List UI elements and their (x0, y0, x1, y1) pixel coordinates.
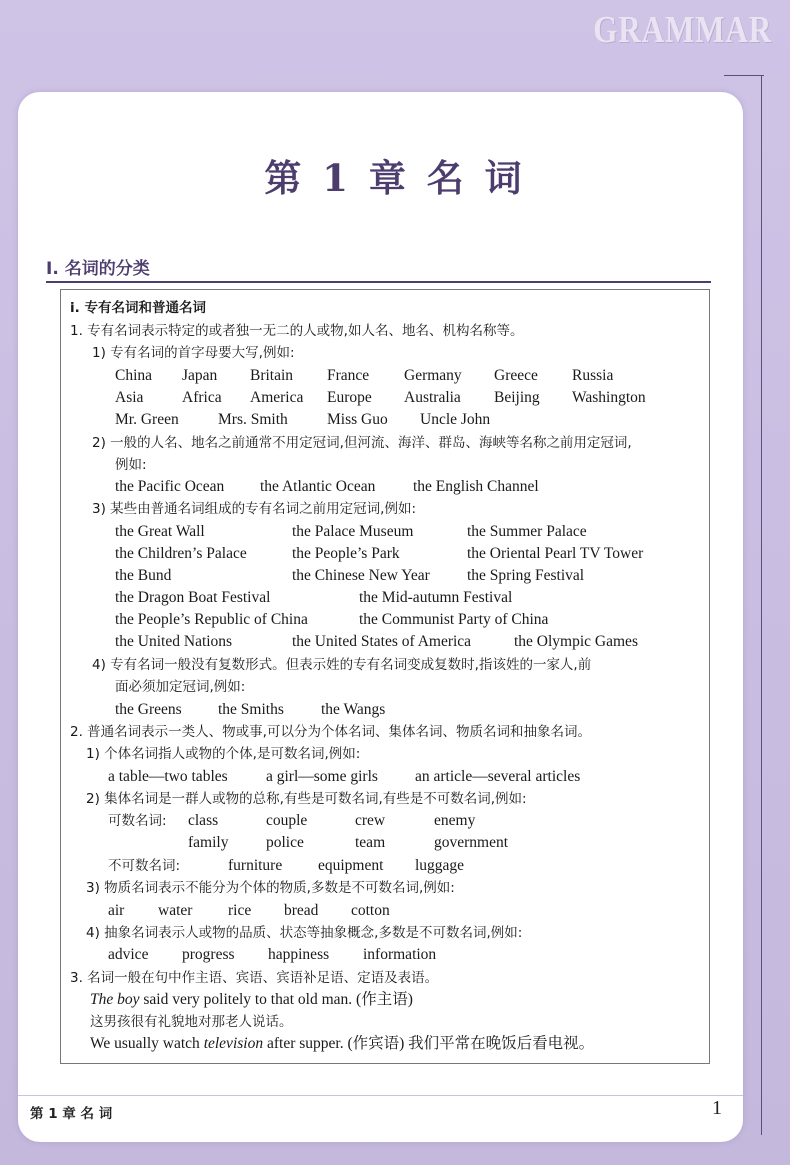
example-word: couple (266, 812, 308, 829)
example-word: rice (228, 902, 252, 919)
example-word: the Smiths (218, 701, 284, 718)
example-word: Asia (115, 389, 144, 406)
example-sentence-1 (90, 990, 413, 1010)
section-rule (46, 281, 711, 283)
uncountable-label: 不可数名词: (108, 858, 181, 874)
example-word: the Pacific Ocean (115, 478, 225, 495)
example-word: France (327, 367, 370, 384)
example-word: the Chinese New Year (292, 567, 430, 584)
example-word: the Summer Palace (467, 523, 587, 540)
example-word: the Atlantic Ocean (260, 478, 376, 495)
paragraph-2: 2. 普通名词表示一类人、物或事,可以分为个体名词、集体名词、物质名词和抽象名词。 (70, 724, 591, 740)
sub-heading: ⅰ. 专有名词和普通名词 (70, 300, 206, 316)
example-word: luggage (415, 857, 465, 874)
example-word: the People’s Republic of China (115, 611, 308, 628)
paragraph-2-2: 2) 集体名词是一群人或物的总称,有些是可数名词,有些是不可数名词,例如: (86, 791, 527, 807)
paragraph-3: 3. 名词一般在句中作主语、宾语、宾语补足语、定语及表语。 (70, 970, 439, 986)
example-word: the Bund (115, 567, 172, 584)
chapter-title: 第 1 章 名 词 (264, 156, 526, 200)
paragraph-1-4-cont: 面必须加定冠词,例如: (115, 679, 246, 695)
paragraph-2-1: 1) 个体名词指人或物的个体,是可数名词,例如: (86, 746, 361, 762)
example-word: Japan (182, 367, 218, 384)
example-word: equipment (318, 857, 384, 874)
example-emphasis: The boy (90, 991, 140, 1008)
example-word: cotton (351, 902, 390, 919)
example-word: Europe (327, 389, 372, 406)
decorative-line (724, 75, 764, 76)
example-translation-1: 这男孩很有礼貌地对那老人说话。 (90, 1014, 293, 1030)
example-word: Australia (404, 389, 461, 406)
example-word: Britain (250, 367, 294, 384)
example-word: the Palace Museum (292, 523, 414, 540)
footer-rule (18, 1095, 743, 1096)
paragraph-1-1: 1) 专有名词的首字母要大写,例如: (92, 345, 295, 361)
example-word: Washington (572, 389, 646, 406)
example-word: the Greens (115, 701, 182, 718)
page-number: 1 (712, 1097, 722, 1119)
example-word: the Spring Festival (467, 567, 585, 584)
example-word: progress (182, 946, 235, 963)
example-word: the People’s Park (292, 545, 400, 562)
example-word: the English Channel (413, 478, 539, 495)
example-sentence-2 (90, 1034, 594, 1054)
decorative-line (761, 75, 762, 1135)
countable-label: 可数名词: (108, 813, 167, 829)
example-word: the Dragon Boat Festival (115, 589, 271, 606)
example-word: Beijing (494, 389, 540, 406)
example-word: Germany (404, 367, 462, 384)
example-word: Africa (182, 389, 222, 406)
example-word: America (250, 389, 304, 406)
example-word: the United States of America (292, 633, 472, 650)
example-word: advice (108, 946, 149, 963)
example-word: government (434, 834, 509, 851)
example-word: Miss Guo (327, 411, 388, 428)
example-word: the Oriental Pearl TV Tower (467, 545, 644, 562)
paragraph-1-3: 3) 某些由普通名词组成的专有名词之前用定冠词,例如: (92, 501, 416, 517)
example-word: police (266, 834, 304, 851)
example-word: bread (284, 902, 319, 919)
example-word: Russia (572, 367, 614, 384)
footer-chapter-label: 第 1 章 名 词 (30, 1106, 113, 1122)
example-word: the Great Wall (115, 523, 205, 540)
example-word: furniture (228, 857, 283, 874)
example-word: a table—two tables (108, 768, 228, 785)
example-word: the Children’s Palace (115, 545, 247, 562)
example-word: the Communist Party of China (359, 611, 549, 628)
paragraph-1-4: 4) 专有名词一般没有复数形式。但表示姓的专有名词变成复数时,指该姓的一家人,前 (92, 657, 592, 673)
paragraph-2-3: 3) 物质名词表示不能分为个体的物质,多数是不可数名词,例如: (86, 880, 455, 896)
example-sentence-text: after supper. (作宾语) 我们平常在晚饭后看电视。 (263, 1035, 595, 1052)
example-word: the Olympic Games (514, 633, 638, 650)
example-word: crew (355, 812, 386, 829)
paragraph-1: 1. 专有名词表示特定的或者独一无二的人或物,如人名、地名、机构名称等。 (70, 323, 524, 339)
example-word: China (115, 367, 153, 384)
example-word: class (188, 812, 219, 829)
example-word: Uncle John (420, 411, 491, 428)
example-word: family (188, 834, 229, 851)
grammar-header-word: GRAMMAR (593, 9, 772, 51)
paragraph-2-4: 4) 抽象名词表示人或物的品质、状态等抽象概念,多数是不可数名词,例如: (86, 925, 523, 941)
example-word: Greece (494, 367, 538, 384)
example-word: the Mid-autumn Festival (359, 589, 513, 606)
paragraph-1-2: 2) 一般的人名、地名之前通常不用定冠词,但河流、海洋、群岛、海峡等名称之前用定冠词, (92, 435, 632, 451)
example-word: an article—several articles (415, 768, 581, 785)
example-word: Mrs. Smith (218, 411, 288, 428)
paragraph-1-2-cont: 例如: (115, 457, 147, 473)
example-word: the United Nations (115, 633, 233, 650)
example-word: a girl—some girls (266, 768, 378, 785)
example-word: air (108, 902, 125, 919)
example-emphasis: television (203, 1035, 264, 1052)
example-sentence-text: said very politely to that old man. (作主语) (139, 991, 413, 1008)
example-word: team (355, 834, 386, 851)
example-word: happiness (268, 946, 330, 963)
example-word: the Wangs (321, 701, 386, 718)
example-word: water (158, 902, 193, 919)
example-word: Mr. Green (115, 411, 179, 428)
section-heading: Ⅰ. 名词的分类 (46, 259, 150, 279)
example-word: enemy (434, 812, 476, 829)
example-word: information (363, 946, 437, 963)
example-sentence-text: We usually watch (90, 1035, 204, 1052)
